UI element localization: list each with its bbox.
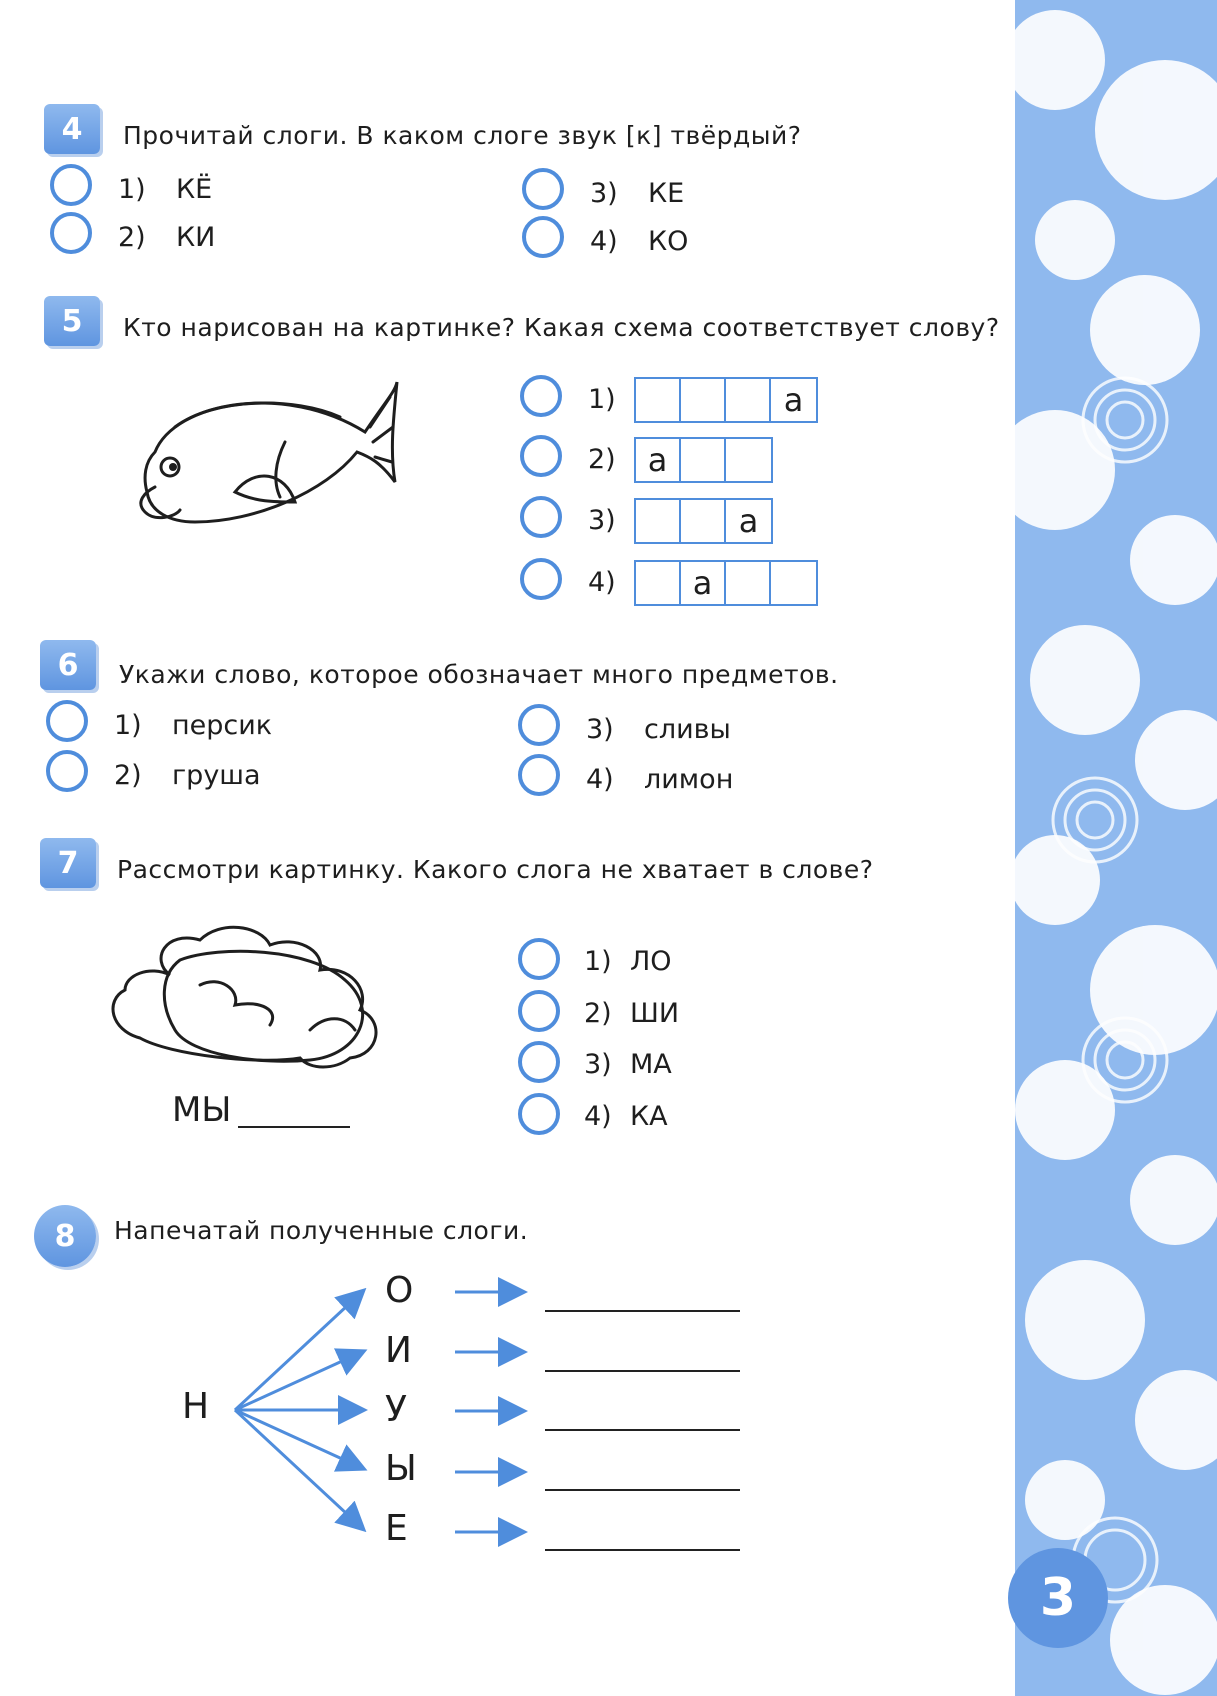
task-7-option-4 [584, 1101, 668, 1132]
scheme-cell: а [681, 562, 726, 604]
option-number: 2) [114, 760, 142, 791]
task-8-badge: 8 [34, 1205, 96, 1267]
task-7-option-3-radio[interactable] [518, 1041, 560, 1083]
task-4-option-3-radio[interactable] [522, 168, 564, 210]
task-4-option-1-radio[interactable] [50, 164, 92, 206]
task-7-option-3 [584, 1049, 672, 1080]
task-8-answer-line-1[interactable] [545, 1310, 740, 1312]
option-number: 2) [118, 222, 146, 253]
option-number: 1) [118, 174, 146, 205]
task-4-option-3 [590, 178, 684, 209]
option-text: КЁ [176, 174, 213, 205]
task-8-answer-line-5[interactable] [545, 1549, 740, 1551]
scheme-cell: а [783, 381, 804, 419]
option-text: сливы [644, 714, 731, 745]
task-7-blank-line[interactable] [238, 1126, 350, 1128]
task-6-option-4 [586, 764, 733, 795]
task-5-option-1-number: 1) [588, 384, 616, 415]
syllable-arrows [220, 1270, 540, 1550]
task-7-option-1-radio[interactable] [518, 938, 560, 980]
task-8-vowel-2: И [385, 1330, 412, 1371]
task-5-option-3-number: 3) [588, 505, 616, 536]
option-text: КЕ [648, 178, 685, 209]
option-number: 2) [584, 998, 612, 1029]
task-7-option-1 [584, 946, 672, 977]
task-5-option-2-radio[interactable] [520, 435, 562, 477]
scheme-cell [636, 562, 681, 604]
task-8-answer-line-4[interactable] [545, 1489, 740, 1491]
task-4-option-4 [590, 226, 688, 257]
task-5-scheme-4 [634, 560, 818, 606]
task-6-question: Укажи слово, которое обозначает много предметов. [119, 660, 839, 689]
task-4-question: Прочитай слоги. В каком слоге звук [к] твёрдый? [123, 121, 802, 150]
option-number: 1) [114, 710, 142, 741]
task-6-option-3-radio[interactable] [518, 704, 560, 746]
option-text: лимон [644, 764, 734, 795]
scheme-cell [771, 562, 816, 604]
task-5-option-3-radio[interactable] [520, 496, 562, 538]
option-number: 1) [584, 946, 612, 977]
option-number: 3) [586, 714, 614, 745]
option-text: ЛО [630, 946, 672, 977]
task-5-scheme-1 [634, 377, 818, 423]
task-7-option-2-radio[interactable] [518, 990, 560, 1032]
task-5-option-2-number: 2) [588, 444, 616, 475]
task-6-option-4-radio[interactable] [518, 754, 560, 796]
task-5-scheme-3 [634, 498, 773, 544]
task-5-scheme-2 [634, 437, 773, 483]
scheme-cell: а [636, 439, 681, 481]
option-number: 3) [590, 178, 618, 209]
task-8-answer-line-2[interactable] [545, 1370, 740, 1372]
task-7-question: Рассмотри картинку. Какого слога не хватает в слове? [117, 855, 874, 884]
soap-picture [110, 920, 410, 1070]
task-4-option-2 [118, 222, 215, 253]
task-6-option-3 [586, 714, 731, 745]
task-4-badge: 4 [44, 104, 100, 154]
task-7-option-2 [584, 998, 679, 1029]
scheme-cell [726, 379, 771, 421]
task-8-answer-line-3[interactable] [545, 1429, 740, 1431]
task-8-vowel-4: Ы [385, 1448, 417, 1489]
option-number: 4) [590, 226, 618, 257]
task-6-option-1 [114, 710, 272, 741]
task-7-option-4-radio[interactable] [518, 1093, 560, 1135]
task-7-badge: 7 [40, 838, 96, 888]
page-number: 3 [1008, 1548, 1108, 1648]
task-6-option-2-radio[interactable] [46, 750, 88, 792]
task-8-vowel-5: Е [385, 1508, 408, 1549]
task-6-badge: 6 [40, 640, 96, 690]
task-6-option-2 [114, 760, 261, 791]
task-8-question: Напечатай полученные слоги. [114, 1216, 529, 1245]
scheme-cell [681, 439, 726, 481]
option-number: 4) [584, 1101, 612, 1132]
option-number: 3) [584, 1049, 612, 1080]
task-5-option-1-radio[interactable] [520, 375, 562, 417]
option-text: КО [648, 226, 689, 257]
option-text: персик [172, 710, 273, 741]
scheme-cell: а [738, 502, 759, 540]
scheme-cell [681, 379, 726, 421]
option-text: ШИ [630, 998, 680, 1029]
task-4-option-1 [118, 174, 212, 205]
task-4-option-4-radio[interactable] [522, 216, 564, 258]
scheme-cell [636, 500, 681, 542]
scheme-cell [681, 500, 726, 542]
decorative-side-panel [1015, 0, 1217, 1696]
task-7-word-start: МЫ [172, 1090, 232, 1130]
task-8-consonant: Н [182, 1386, 210, 1427]
task-6-option-1-radio[interactable] [46, 700, 88, 742]
task-5-badge: 5 [44, 296, 100, 346]
scheme-cell [726, 562, 771, 604]
task-5-option-4-number: 4) [588, 567, 616, 598]
option-text: КА [630, 1101, 668, 1132]
task-8-vowel-3: У [385, 1389, 407, 1430]
option-number: 4) [586, 764, 614, 795]
fish-picture [135, 372, 400, 564]
task-5-question: Кто нарисован на картинке? Какая схема соответствует слову? [123, 313, 1000, 342]
scheme-cell [726, 439, 771, 481]
task-4-option-2-radio[interactable] [50, 212, 92, 254]
task-8-vowel-1: О [385, 1270, 414, 1311]
scheme-cell [636, 379, 681, 421]
option-text: груша [172, 760, 261, 791]
option-text: МА [630, 1049, 672, 1080]
option-text: КИ [176, 222, 216, 253]
task-5-option-4-radio[interactable] [520, 558, 562, 600]
